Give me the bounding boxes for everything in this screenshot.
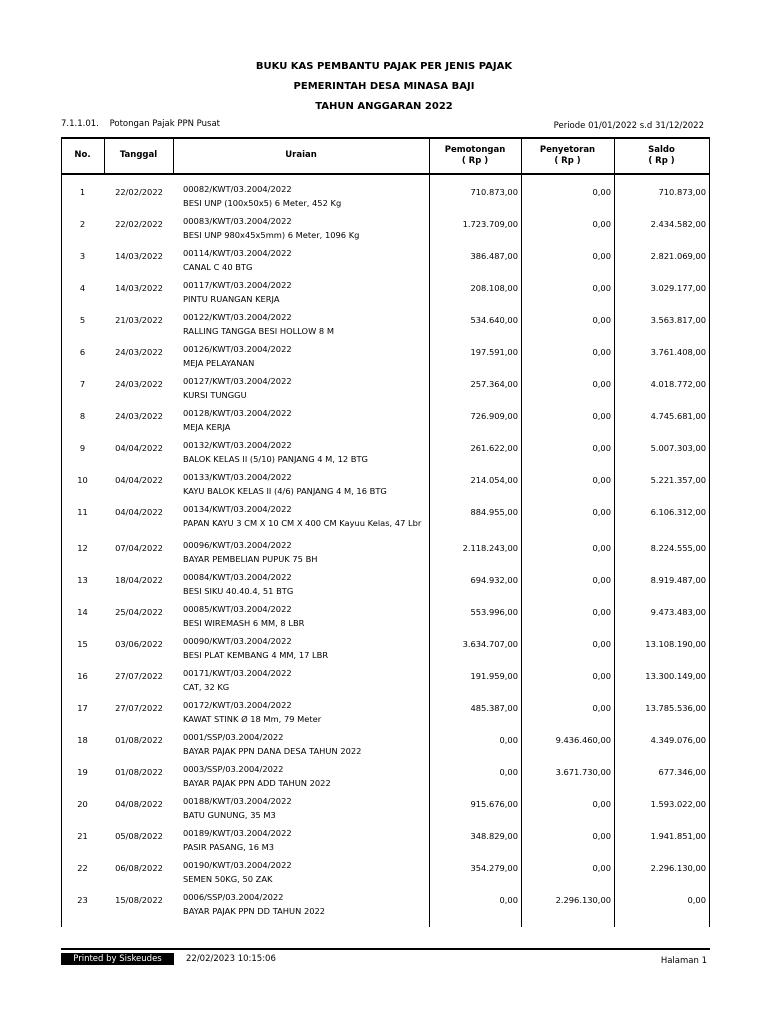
row-date: 27/07/2022 <box>115 671 163 681</box>
row-saldo: 4.745.681,00 <box>650 411 706 421</box>
table-row <box>61 757 710 789</box>
print-datetime: 22/02/2023 10:15:06 <box>186 954 276 964</box>
row-number: 6 <box>79 347 86 357</box>
row-penyetoran: 0,00 <box>592 219 611 229</box>
row-saldo: 6.106.312,00 <box>650 507 706 517</box>
row-number: 5 <box>79 315 86 325</box>
row-penyetoran: 0,00 <box>592 251 611 261</box>
row-description: KAWAT STINK Ø 18 Mm, 79 Meter <box>183 714 322 724</box>
row-saldo: 677.346,00 <box>658 767 706 777</box>
row-description: PINTU RUANGAN KERJA <box>183 294 280 304</box>
row-saldo: 13.108.190,00 <box>645 639 706 649</box>
page-number: Halaman 1 <box>660 956 707 966</box>
row-saldo: 1.941.851,00 <box>650 831 706 841</box>
header-uraian-label: Uraian <box>285 150 317 160</box>
table-row <box>61 401 710 433</box>
row-saldo: 2.296.130,00 <box>650 863 706 873</box>
account-code: 7.1.1.01. <box>61 119 99 129</box>
row-reference: 00085/KWT/03.2004/2022 <box>183 604 292 614</box>
row-number: 19 <box>77 767 88 777</box>
row-number: 23 <box>77 895 88 905</box>
row-number: 21 <box>77 831 88 841</box>
row-saldo: 13.785.536,00 <box>645 703 706 713</box>
row-pemotongan: 3.634.707,00 <box>462 639 518 649</box>
row-reference: 00126/KWT/03.2004/2022 <box>183 344 292 354</box>
header-penyetoran-unit: ( Rp ) <box>554 155 581 166</box>
row-saldo: 3.761.408,00 <box>650 347 706 357</box>
row-number: 15 <box>77 639 88 649</box>
header-no-label: No. <box>74 150 91 160</box>
row-pemotongan: 694.932,00 <box>470 575 518 585</box>
row-reference: 00082/KWT/03.2004/2022 <box>183 184 292 194</box>
row-reference: 0006/SSP/03.2004/2022 <box>183 892 284 902</box>
row-number: 16 <box>77 671 88 681</box>
table-row <box>61 693 710 725</box>
row-penyetoran: 0,00 <box>592 475 611 485</box>
row-description: BATU GUNUNG, 35 M3 <box>183 810 276 820</box>
report-title: BUKU KAS PEMBANTU PAJAK PER JENIS PAJAK <box>255 61 513 72</box>
row-saldo: 2.821.069,00 <box>650 251 706 261</box>
row-saldo: 3.563.817,00 <box>650 315 706 325</box>
row-date: 14/03/2022 <box>115 283 163 293</box>
header-penyetoran <box>521 137 614 174</box>
row-penyetoran: 0,00 <box>592 443 611 453</box>
report-period: Periode 01/01/2022 s.d 31/12/2022 <box>553 121 704 131</box>
row-reference: 00189/KWT/03.2004/2022 <box>183 828 292 838</box>
table-row <box>61 565 710 597</box>
table-row <box>61 497 710 529</box>
row-pemotongan: 261.622,00 <box>470 443 518 453</box>
row-description: PAPAN KAYU 3 CM X 10 CM X 400 CM Kayuu Kelas, 47 Lbr <box>183 518 422 528</box>
report-subtitle-year: TAHUN ANGGARAN 2022 <box>315 101 453 112</box>
row-description: CANAL C 40 BTG <box>183 262 253 272</box>
row-description: BESI PLAT KEMBANG 4 MM, 17 LBR <box>183 650 329 660</box>
row-reference: 0003/SSP/03.2004/2022 <box>183 764 284 774</box>
row-reference: 00171/KWT/03.2004/2022 <box>183 668 292 678</box>
row-date: 05/08/2022 <box>115 831 163 841</box>
header-uraian <box>173 137 429 174</box>
table-row <box>61 433 710 465</box>
row-description: RALLING TANGGA BESI HOLLOW 8 M <box>183 326 334 336</box>
row-saldo: 9.473.483,00 <box>650 607 706 617</box>
header-tanggal-label: Tanggal <box>119 150 158 160</box>
header-saldo-unit: ( Rp ) <box>648 155 675 166</box>
row-date: 04/04/2022 <box>115 475 163 485</box>
table-row <box>61 209 710 241</box>
table-row <box>61 725 710 757</box>
row-saldo: 5.221.357,00 <box>650 475 706 485</box>
row-date: 04/04/2022 <box>115 507 163 517</box>
row-reference: 00190/KWT/03.2004/2022 <box>183 860 292 870</box>
row-description: BESI UNP 980x45x5mm) 6 Meter, 1096 Kg <box>183 230 360 240</box>
row-pemotongan: 0,00 <box>499 767 518 777</box>
account-name: Potongan Pajak PPN Pusat <box>109 119 220 129</box>
row-description: BESI SIKU 40.40.4, 51 BTG <box>183 586 294 596</box>
row-penyetoran: 0,00 <box>592 703 611 713</box>
row-pemotongan: 915.676,00 <box>470 799 518 809</box>
row-pemotongan: 386.487,00 <box>470 251 518 261</box>
header-pemotongan <box>429 137 521 174</box>
row-date: 24/03/2022 <box>115 379 163 389</box>
row-pemotongan: 257.364,00 <box>470 379 518 389</box>
row-number: 14 <box>77 607 88 617</box>
row-penyetoran: 0,00 <box>592 315 611 325</box>
row-description: BAYAR PAJAK PPN DANA DESA TAHUN 2022 <box>183 746 362 756</box>
row-number: 4 <box>79 283 86 293</box>
row-number: 7 <box>79 379 86 389</box>
row-pemotongan: 553.996,00 <box>470 607 518 617</box>
header-no <box>61 137 104 174</box>
row-penyetoran: 0,00 <box>592 379 611 389</box>
row-saldo: 2.434.582,00 <box>650 219 706 229</box>
footer-divider <box>61 948 710 950</box>
row-date: 07/04/2022 <box>115 543 163 553</box>
row-date: 01/08/2022 <box>115 735 163 745</box>
row-number: 13 <box>77 575 88 585</box>
report-subtitle-village: PEMERINTAH DESA MINASA BAJI <box>293 81 475 92</box>
row-saldo: 8.224.555,00 <box>650 543 706 553</box>
table-row <box>61 177 710 209</box>
header-saldo <box>614 137 709 174</box>
table-row <box>61 885 710 917</box>
row-date: 04/04/2022 <box>115 443 163 453</box>
row-penyetoran: 0,00 <box>592 671 611 681</box>
row-date: 27/07/2022 <box>115 703 163 713</box>
row-pemotongan: 534.640,00 <box>470 315 518 325</box>
row-reference: 00122/KWT/03.2004/2022 <box>183 312 292 322</box>
row-saldo: 1.593.022,00 <box>650 799 706 809</box>
row-penyetoran: 0,00 <box>592 799 611 809</box>
row-description: BAYAR PAJAK PPN DD TAHUN 2022 <box>183 906 326 916</box>
row-description: BESI UNP (100x50x5) 6 Meter, 452 Kg <box>183 198 342 208</box>
row-number: 8 <box>79 411 86 421</box>
row-pemotongan: 214.054,00 <box>470 475 518 485</box>
account-info <box>61 119 220 129</box>
table-row <box>61 369 710 401</box>
table-row <box>61 789 710 821</box>
row-penyetoran: 0,00 <box>592 283 611 293</box>
row-number: 2 <box>79 219 86 229</box>
row-saldo: 13.300.149,00 <box>645 671 706 681</box>
row-penyetoran: 0,00 <box>592 507 611 517</box>
row-saldo: 3.029.177,00 <box>650 283 706 293</box>
row-number: 20 <box>77 799 88 809</box>
row-reference: 00127/KWT/03.2004/2022 <box>183 376 292 386</box>
row-reference: 00188/KWT/03.2004/2022 <box>183 796 292 806</box>
row-pemotongan: 1.723.709,00 <box>462 219 518 229</box>
row-reference: 0001/SSP/03.2004/2022 <box>183 732 284 742</box>
header-pemotongan-label: Pemotongan <box>444 144 506 155</box>
row-number: 1 <box>79 187 86 197</box>
row-penyetoran: 0,00 <box>592 639 611 649</box>
row-number: 3 <box>79 251 86 261</box>
row-reference: 00134/KWT/03.2004/2022 <box>183 504 292 514</box>
row-penyetoran: 0,00 <box>592 607 611 617</box>
row-penyetoran: 0,00 <box>592 347 611 357</box>
row-reference: 00090/KWT/03.2004/2022 <box>183 636 292 646</box>
row-pemotongan: 354.279,00 <box>470 863 518 873</box>
table-row <box>61 337 710 369</box>
row-number: 10 <box>77 475 88 485</box>
row-penyetoran: 9.436.460,00 <box>555 735 611 745</box>
header-pemotongan-unit: ( Rp ) <box>461 155 489 166</box>
row-description: BESI WIREMASH 6 MM, 8 LBR <box>183 618 305 628</box>
row-pemotongan: 0,00 <box>499 895 518 905</box>
row-saldo: 0,00 <box>687 895 706 905</box>
table-row <box>61 821 710 853</box>
row-reference: 00084/KWT/03.2004/2022 <box>183 572 292 582</box>
row-pemotongan: 884.955,00 <box>470 507 518 517</box>
row-penyetoran: 2.296.130,00 <box>555 895 611 905</box>
row-reference: 00114/KWT/03.2004/2022 <box>183 248 292 258</box>
row-date: 25/04/2022 <box>115 607 163 617</box>
row-date: 21/03/2022 <box>115 315 163 325</box>
row-number: 9 <box>79 443 86 453</box>
row-penyetoran: 0,00 <box>592 831 611 841</box>
row-reference: 00172/KWT/03.2004/2022 <box>183 700 292 710</box>
row-reference: 00083/KWT/03.2004/2022 <box>183 216 292 226</box>
row-date: 06/08/2022 <box>115 863 163 873</box>
row-description: BAYAR PAJAK PPN ADD TAHUN 2022 <box>183 778 331 788</box>
row-pemotongan: 208.108,00 <box>470 283 518 293</box>
table-row <box>61 853 710 885</box>
row-saldo: 4.349.076,00 <box>650 735 706 745</box>
row-date: 01/08/2022 <box>115 767 163 777</box>
table-row <box>61 465 710 497</box>
row-number: 22 <box>77 863 88 873</box>
row-pemotongan: 2.118.243,00 <box>462 543 518 553</box>
row-saldo: 5.007.303,00 <box>650 443 706 453</box>
table-row <box>61 273 710 305</box>
table-row <box>61 241 710 273</box>
row-date: 03/06/2022 <box>115 639 163 649</box>
row-number: 17 <box>77 703 88 713</box>
row-saldo: 710.873,00 <box>658 187 706 197</box>
table-row <box>61 305 710 337</box>
row-date: 22/02/2022 <box>115 187 163 197</box>
header-penyetoran-label: Penyetoran <box>539 144 596 155</box>
row-number: 18 <box>77 735 88 745</box>
row-pemotongan: 726.909,00 <box>470 411 518 421</box>
row-date: 24/03/2022 <box>115 347 163 357</box>
header-saldo-label: Saldo <box>648 144 675 155</box>
row-pemotongan: 0,00 <box>499 735 518 745</box>
row-description: MEJA KERJA <box>183 422 231 432</box>
row-reference: 00128/KWT/03.2004/2022 <box>183 408 292 418</box>
row-description: BALOK KELAS II (5/10) PANJANG 4 M, 12 BTG <box>183 454 368 464</box>
row-reference: 00133/KWT/03.2004/2022 <box>183 472 292 482</box>
table-row <box>61 661 710 693</box>
row-pemotongan: 197.591,00 <box>470 347 518 357</box>
row-penyetoran: 0,00 <box>592 575 611 585</box>
row-saldo: 4.018.772,00 <box>650 379 706 389</box>
table-row <box>61 629 710 661</box>
row-penyetoran: 0,00 <box>592 863 611 873</box>
row-description: KURSI TUNGGU <box>183 390 247 400</box>
row-description: KAYU BALOK KELAS II (4/6) PANJANG 4 M, 16 BTG <box>183 486 387 496</box>
row-description: MEJA PELAYANAN <box>183 358 255 368</box>
row-penyetoran: 0,00 <box>592 411 611 421</box>
printed-by-label: Printed by Siskeudes <box>61 953 174 965</box>
ledger-table <box>61 137 710 927</box>
row-description: BAYAR PEMBELIAN PUPUK 75 BH <box>183 554 318 564</box>
row-date: 14/03/2022 <box>115 251 163 261</box>
row-pemotongan: 485.387,00 <box>470 703 518 713</box>
row-penyetoran: 0,00 <box>592 187 611 197</box>
row-date: 22/02/2022 <box>115 219 163 229</box>
row-pemotongan: 191.959,00 <box>470 671 518 681</box>
row-date: 04/08/2022 <box>115 799 163 809</box>
row-number: 11 <box>77 507 88 517</box>
row-pemotongan: 710.873,00 <box>470 187 518 197</box>
row-reference: 00117/KWT/03.2004/2022 <box>183 280 292 290</box>
row-saldo: 8.919.487,00 <box>650 575 706 585</box>
table-row <box>61 597 710 629</box>
row-date: 18/04/2022 <box>115 575 163 585</box>
row-penyetoran: 0,00 <box>592 543 611 553</box>
row-date: 24/03/2022 <box>115 411 163 421</box>
row-penyetoran: 3.671.730,00 <box>555 767 611 777</box>
header-tanggal <box>104 137 173 174</box>
row-description: CAT, 32 KG <box>183 682 230 692</box>
row-pemotongan: 348.829,00 <box>470 831 518 841</box>
row-reference: 00132/KWT/03.2004/2022 <box>183 440 292 450</box>
table-row <box>61 533 710 565</box>
row-reference: 00096/KWT/03.2004/2022 <box>183 540 292 550</box>
row-description: SEMEN 50KG, 50 ZAK <box>183 874 273 884</box>
row-number: 12 <box>77 543 88 553</box>
row-date: 15/08/2022 <box>115 895 163 905</box>
row-description: PASIR PASANG, 16 M3 <box>183 842 275 852</box>
